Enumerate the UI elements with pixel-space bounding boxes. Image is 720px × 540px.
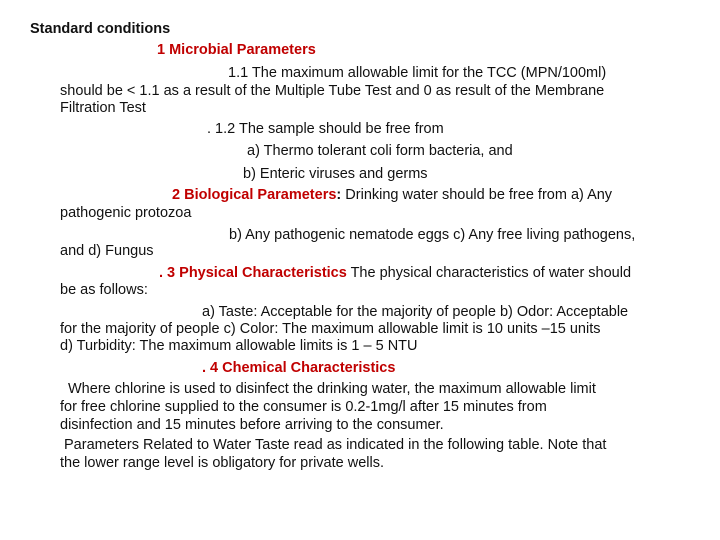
physical-text-line: for the majority of people c) Color: The maximum allowable limit is 10 units –15 units <box>60 321 601 337</box>
biological-line <box>172 186 612 204</box>
chemical-text-line: for free chlorine supplied to the consumer is 0.2-1mg/l after 15 minutes from <box>60 399 547 415</box>
biological-text-line: b) Any pathogenic nematode eggs c) Any free living pathogens, <box>229 227 636 243</box>
biological-text-line: and d) Fungus <box>60 243 154 259</box>
physical-text-line: be as follows: <box>60 282 148 298</box>
physical-line <box>159 264 631 282</box>
biological-heading: 2 Biological Parameters <box>172 187 337 203</box>
microbial-text-line: should be < 1.1 as a result of the Multiple Tube Test and 0 as result of the Membrane <box>60 83 605 99</box>
microbial-heading: 1 Microbial Parameters <box>157 42 316 58</box>
microbial-text-line: b) Enteric viruses and germs <box>243 166 428 182</box>
microbial-text-line: . 1.2 The sample should be free from <box>207 121 444 137</box>
physical-heading: . 3 Physical Characteristics <box>159 265 347 281</box>
microbial-text-line: 1.1 The maximum allowable limit for the TCC (MPN/100ml) <box>228 65 607 81</box>
chemical-text-line: Parameters Related to Water Taste read as indicated in the following table. Note that <box>64 437 607 453</box>
chemical-text-line: Where chlorine is used to disinfect the drinking water, the maximum allowable limit <box>68 381 596 397</box>
biological-text-line: pathogenic protozoa <box>60 205 192 221</box>
physical-text: The physical characteristics of water should <box>346 265 632 281</box>
chemical-heading: . 4 Chemical Characteristics <box>202 360 396 376</box>
chemical-text-line: the lower range level is obligatory for private wells. <box>60 455 384 471</box>
physical-text-line: a) Taste: Acceptable for the majority of people b) Odor: Acceptable <box>202 304 629 320</box>
microbial-text-line: a) Thermo tolerant coli form bacteria, and <box>247 143 513 159</box>
biological-text: Drinking water should be free from a) Any <box>341 187 613 203</box>
biological-colon: : <box>336 187 342 203</box>
physical-text-line: d) Turbidity: The maximum allowable limits is 1 – 5 NTU <box>60 338 418 354</box>
page-title: Standard conditions <box>30 21 171 37</box>
chemical-text-line: disinfection and 15 minutes before arriving to the consumer. <box>60 417 444 433</box>
microbial-text-line: Filtration Test <box>60 100 146 116</box>
